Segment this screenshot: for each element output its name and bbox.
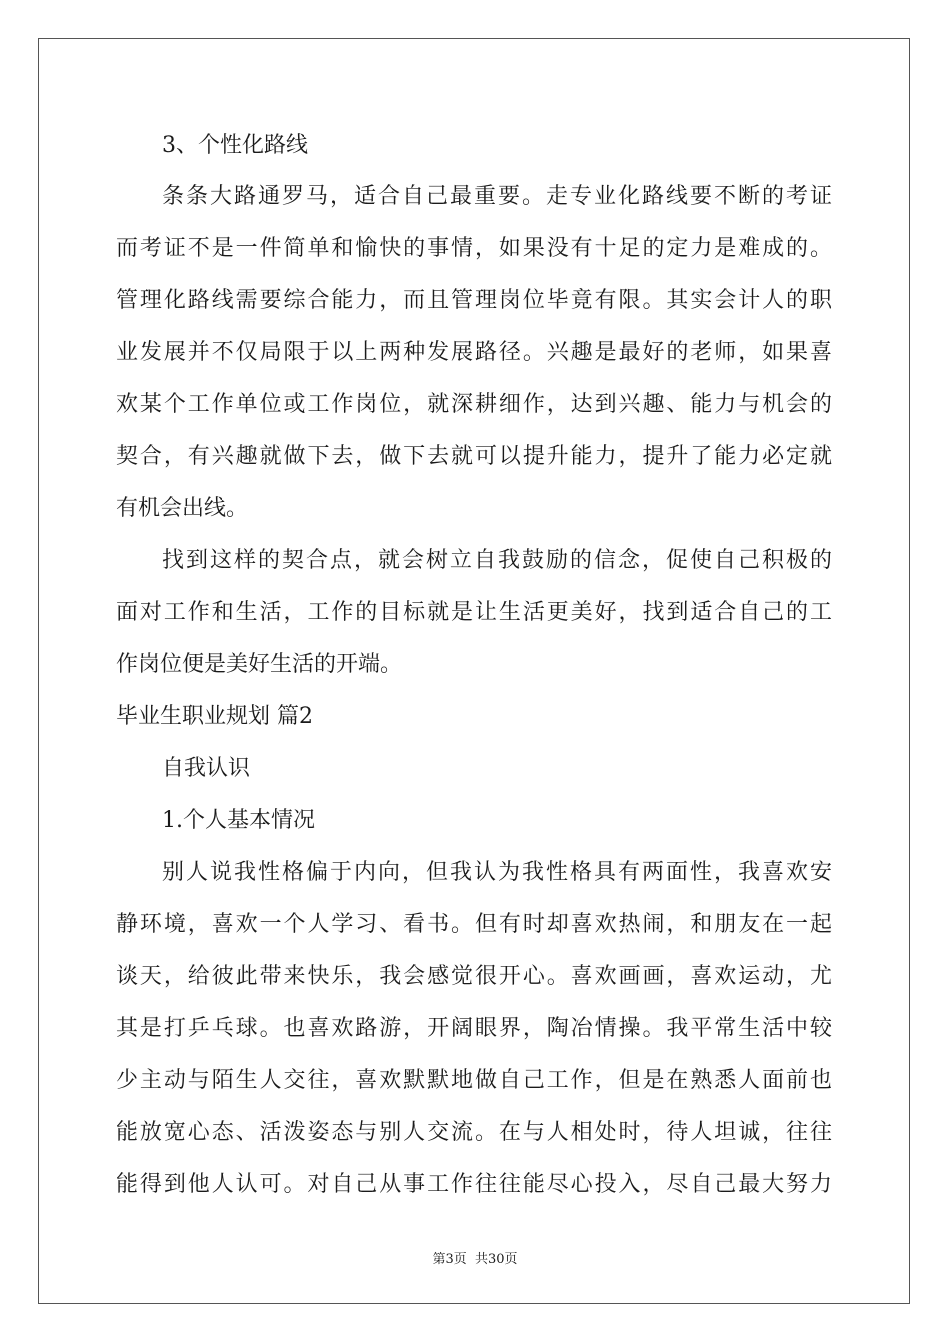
total-pages: 共30页 bbox=[474, 1252, 518, 1267]
paragraph-line: 契合，有兴趣就做下去，做下去就可以提升能力，提升了能力必定就 bbox=[116, 444, 832, 469]
paragraph-line: 能得到他人认可。对自己从事工作往往能尽心投入，尽自己最大努力 bbox=[116, 1172, 832, 1197]
paragraph-line: 有机会出线。 bbox=[116, 496, 249, 521]
page-footer bbox=[0, 1248, 950, 1267]
subheading-basic-info: 1.个人基本情况 bbox=[162, 808, 315, 833]
paragraph-line: 少主动与陌生人交往，喜欢默默地做自己工作，但是在熟悉人面前也 bbox=[116, 1068, 832, 1093]
section-title: 毕业生职业规划 篇2 bbox=[116, 704, 313, 729]
paragraph-line: 找到这样的契合点，就会树立自我鼓励的信念，促使自己积极的 bbox=[162, 548, 832, 573]
current-page-number: 第3页 bbox=[432, 1252, 467, 1267]
paragraph-line: 其是打乒乓球。也喜欢路游，开阔眼界，陶冶情操。我平常生活中较 bbox=[116, 1016, 832, 1041]
paragraph-line: 业发展并不仅局限于以上两种发展路径。兴趣是最好的老师，如果喜 bbox=[116, 340, 832, 365]
paragraph-line: 谈天，给彼此带来快乐，我会感觉很开心。喜欢画画，喜欢运动，尤 bbox=[116, 964, 832, 989]
paragraph-line: 管理化路线需要综合能力，而且管理岗位毕竟有限。其实会计人的职 bbox=[116, 288, 832, 313]
paragraph-line: 而考证不是一件简单和愉快的事情，如果没有十足的定力是难成的。 bbox=[116, 236, 832, 261]
paragraph-line: 作岗位便是美好生活的开端。 bbox=[116, 652, 403, 677]
subheading-self-knowledge: 自我认识 bbox=[162, 756, 251, 781]
paragraph-line: 别人说我性格偏于内向，但我认为我性格具有两面性，我喜欢安 bbox=[162, 860, 832, 885]
heading-personalized-route: 3、个性化路线 bbox=[162, 133, 308, 158]
paragraph-line: 面对工作和生活，工作的目标就是让生活更美好，找到适合自己的工 bbox=[116, 600, 832, 625]
paragraph-line: 欢某个工作单位或工作岗位，就深耕细作，达到兴趣、能力与机会的 bbox=[116, 392, 832, 417]
paragraph-line: 静环境，喜欢一个人学习、看书。但有时却喜欢热闹，和朋友在一起 bbox=[116, 912, 832, 937]
paragraph-line: 条条大路通罗马，适合自己最重要。走专业化路线要不断的考证 bbox=[162, 184, 832, 209]
paragraph-line: 能放宽心态、活泼姿态与别人交流。在与人相处时，待人坦诚，往往 bbox=[116, 1120, 832, 1145]
